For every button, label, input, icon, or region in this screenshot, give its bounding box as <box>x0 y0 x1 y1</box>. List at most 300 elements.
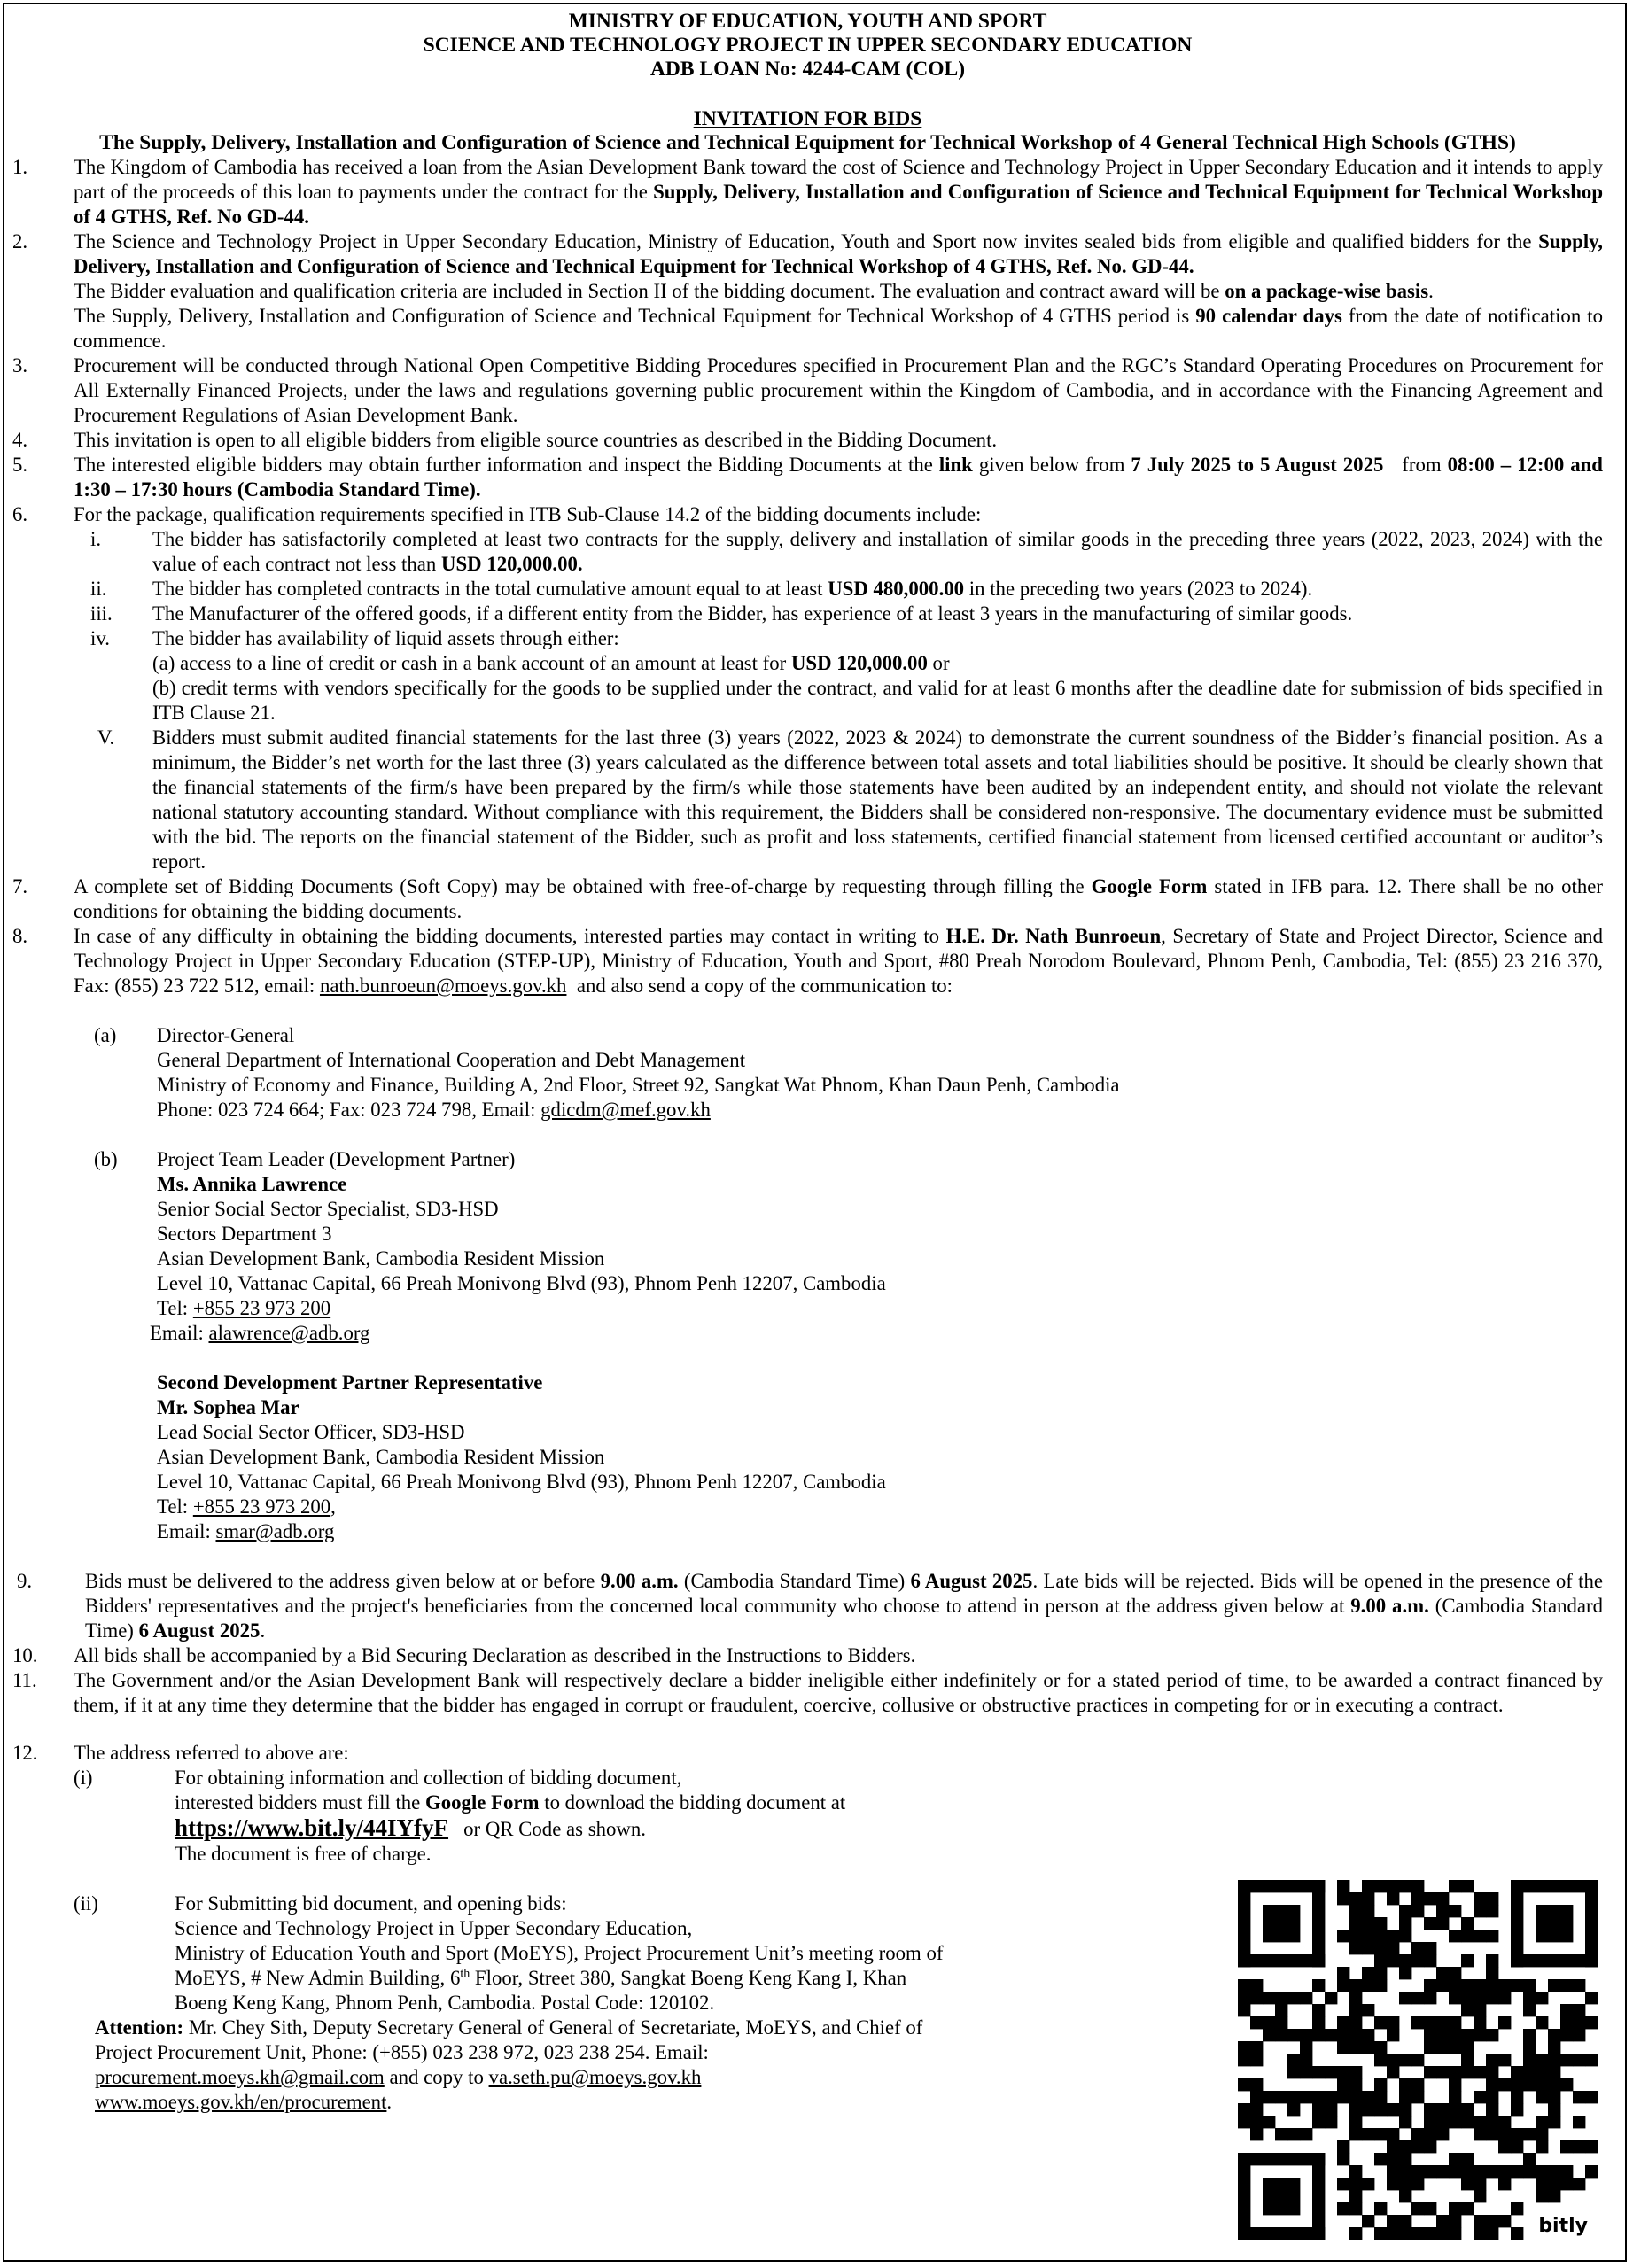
paragraph-text: This invitation is open to all eligible bidders from eligible source countries as described in the Bidding Document. <box>74 429 998 451</box>
qr-module <box>1387 2066 1399 2078</box>
qr-module <box>1436 2215 1449 2227</box>
qr-module <box>1436 1967 1449 1979</box>
paragraph-1 <box>12 155 1603 229</box>
qr-module <box>1449 2066 1461 2078</box>
qr-module <box>1548 2091 1560 2103</box>
contact-tel-line <box>157 1296 1603 1321</box>
attention-label: Attention: <box>95 2016 184 2039</box>
google-form-label: Google Form <box>1091 875 1208 897</box>
qr-module <box>1387 1930 1399 1942</box>
qr-module <box>1337 2178 1349 2190</box>
qr-module <box>1461 1930 1474 1942</box>
qr-module <box>1337 2153 1349 2165</box>
paragraph-text: , Secretary of State and Project Director, Science and Technology Project in Upper Secondary Education (STEP-UP), Ministry of Education, Youth and Sport, #80 Preah Norodom Boulevard, Phnom Penh, Cambodia, Tel: (855) 23 216 370, Fax: (855) 23 722 512, email: <box>74 925 1603 997</box>
contact-title: Second Development Partner Representative <box>157 1371 543 1394</box>
office-hours: 08:00 – 12:00 and 1:30 – 17:30 hours (Cambodia Standard Time). <box>74 454 1603 501</box>
qr-module <box>1560 2140 1573 2153</box>
qr-module <box>1362 1892 1374 1905</box>
qr-module <box>1536 2016 1548 2029</box>
qr-module <box>1486 1992 1498 2004</box>
requirement-ii <box>12 577 1603 602</box>
qr-module <box>1411 2140 1424 2153</box>
qr-module <box>1362 2004 1374 2016</box>
requirement-text: The bidder has completed contracts in the total cumulative amount equal to at least <box>152 578 828 600</box>
qr-module <box>1287 2091 1300 2103</box>
qr-module <box>1287 2128 1300 2140</box>
qr-module <box>1486 1930 1498 1942</box>
qr-module <box>1411 2202 1424 2215</box>
qr-module <box>1548 2054 1560 2066</box>
qr-module <box>1523 2054 1536 2066</box>
qr-module <box>1238 2227 1325 2240</box>
paragraph-text: from <box>1383 454 1448 476</box>
qr-module <box>1449 2165 1461 2178</box>
qr-module <box>1312 2016 1325 2029</box>
qr-module <box>1387 2029 1399 2041</box>
qr-module <box>1362 1930 1374 1942</box>
qr-module <box>1573 2029 1585 2041</box>
qr-module <box>1337 2066 1349 2078</box>
qr-module <box>1424 1979 1436 1992</box>
requirement-number: V. <box>97 726 115 749</box>
qr-module <box>1461 2202 1474 2215</box>
qr-module <box>1436 2116 1449 2128</box>
qr-module <box>1548 2029 1560 2041</box>
qr-module <box>1560 2165 1573 2178</box>
qr-module <box>1374 1967 1387 1979</box>
qr-module <box>1548 2041 1560 2054</box>
qr-module <box>1387 2153 1399 2165</box>
qr-module <box>1362 1905 1374 1917</box>
punctuation: , <box>330 1495 336 1518</box>
punctuation: . <box>260 1619 266 1642</box>
address-text <box>175 1790 845 1815</box>
qr-module <box>1498 2140 1511 2153</box>
qr-module <box>1436 2066 1449 2078</box>
qr-module <box>1263 2016 1275 2029</box>
paragraph-text: The Kingdom of Cambodia has received a loan from the Asian Development Bank toward the cost of Science and Technology Project in Upper Secondary Education and it intends to apply part of the proceeds of this loan to payments under the contract for the <box>74 156 1603 203</box>
email-link[interactable]: smar@adb.org <box>215 1520 335 1542</box>
link-line <box>175 1815 845 1842</box>
qr-module <box>1449 2103 1461 2116</box>
qr-module <box>1349 1992 1362 2004</box>
contact-name: H.E. Dr. Nath Bunroeun <box>945 925 1162 947</box>
qr-module <box>1325 2091 1337 2103</box>
address-text: or QR Code as shown. <box>448 1818 646 1840</box>
paragraph-number: 2. <box>12 230 28 252</box>
qr-module <box>1461 2165 1474 2178</box>
qr-module <box>1337 1930 1349 1942</box>
paragraph-number: 9. <box>17 1570 33 1592</box>
qr-module <box>1523 2041 1536 2054</box>
requirement-v <box>12 726 1603 874</box>
qr-module <box>1424 2041 1436 2054</box>
qr-module <box>1449 1967 1461 1979</box>
qr-module <box>1436 2029 1449 2041</box>
qr-module <box>1387 1954 1399 1967</box>
qr-module <box>1511 2128 1523 2140</box>
qr-module <box>1411 2078 1424 2091</box>
address-label: (ii) <box>74 1892 98 1915</box>
qr-module <box>1411 1992 1424 2004</box>
qr-module <box>1548 2116 1560 2128</box>
qr-module <box>1424 2103 1436 2116</box>
address-label: (i) <box>74 1767 93 1789</box>
qr-module <box>1498 2128 1511 2140</box>
paragraph-text: (Cambodia Standard Time) <box>678 1570 911 1592</box>
qr-module <box>1474 2215 1486 2227</box>
qr-module <box>1548 2178 1560 2190</box>
qr-module <box>1449 1930 1461 1942</box>
qr-module <box>1312 2116 1325 2128</box>
qr-module <box>1387 2227 1399 2240</box>
qr-module <box>1337 2041 1349 2054</box>
qr-module <box>1486 2091 1498 2103</box>
qr-module <box>1387 1880 1399 1892</box>
punctuation: . <box>1428 280 1434 302</box>
phone-link[interactable]: +855 23 973 200 <box>192 1495 331 1518</box>
qr-code-graphic <box>1238 1880 1598 2240</box>
qr-module <box>1436 2041 1449 2054</box>
qr-module <box>1511 1880 1523 1967</box>
paragraph-number: 8. <box>12 925 28 947</box>
paragraph-5 <box>12 453 1603 502</box>
qr-module <box>1436 1892 1449 1905</box>
qr-module <box>1325 2066 1337 2078</box>
qr-module <box>1436 2165 1449 2178</box>
paragraph-3 <box>12 353 1603 428</box>
qr-module <box>1349 2103 1362 2116</box>
qr-module <box>1399 2190 1411 2202</box>
qr-module <box>1424 2029 1436 2041</box>
contact-label: (a) <box>94 1024 117 1046</box>
qr-module <box>1300 1992 1312 2004</box>
bitly-logo: bitly <box>1536 2215 1590 2238</box>
amount: USD 120,000.00. <box>441 553 583 575</box>
qr-module <box>1449 1992 1461 2004</box>
qr-module <box>1349 2227 1362 2240</box>
qr-module <box>1560 2178 1573 2190</box>
qr-module <box>1523 2153 1536 2165</box>
qr-module <box>1536 1992 1548 2004</box>
link-word: link <box>938 454 973 476</box>
qr-module <box>1523 2078 1536 2091</box>
qr-module <box>1523 2029 1536 2041</box>
qr-module <box>1474 2029 1486 2041</box>
attention-text: Mr. Chey Sith, Deputy Secretary General of General of Secretariate, MoEYS, and Chief of <box>183 2016 923 2039</box>
paragraph-text: The Government and/or the Asian Development Bank will respectively declare a bidder ineligible either indefinitely or for a stated period of time, to be awarded a contract financed by them, if it at any time they determine that the bidder has engaged in corrupt or fraudulent, coercive, collusive or obstructive practices in competing for or in executing a contract. <box>74 1669 1603 1716</box>
qr-module <box>1585 1992 1598 2004</box>
qr-module <box>1411 1954 1424 1967</box>
qr-module <box>1511 1979 1523 1992</box>
qr-module <box>1461 1880 1474 1892</box>
qr-module <box>1374 2078 1387 2091</box>
qr-module <box>1374 1979 1387 1992</box>
qr-module <box>1449 2227 1461 2240</box>
email-link[interactable]: alawrence@adb.org <box>208 1322 370 1344</box>
qr-module <box>1362 2041 1374 2054</box>
qr-module <box>1585 2091 1598 2103</box>
requirement-text: in the preceding two years (2023 to 2024). <box>964 578 1313 600</box>
paragraph-8 <box>12 924 1603 998</box>
opening-date: 6 August 2025 <box>138 1619 261 1642</box>
qr-module <box>1536 2190 1548 2202</box>
qr-module <box>1349 2128 1362 2140</box>
qr-module <box>1399 2215 1411 2227</box>
qr-module <box>1263 2116 1275 2128</box>
qr-module <box>1511 2091 1523 2103</box>
contact-label: (b) <box>94 1148 118 1170</box>
qr-module <box>1275 2029 1287 2041</box>
qr-module <box>1374 1880 1387 1892</box>
address-text: For Submitting bid document, and opening bids: <box>175 1892 567 1915</box>
qr-module <box>1300 2054 1312 2066</box>
qr-module <box>1474 2066 1486 2078</box>
qr-module <box>1399 1930 1411 1942</box>
qr-module <box>1238 2103 1250 2116</box>
paragraph-text: given below from <box>972 454 1131 476</box>
qr-module <box>1300 2041 1312 2054</box>
qr-module <box>1374 2103 1387 2116</box>
qr-module <box>1486 1954 1498 1967</box>
qr-module <box>1424 1992 1436 2004</box>
qr-module <box>1548 2066 1560 2078</box>
qr-module <box>1325 2116 1337 2128</box>
qr-module <box>1337 2029 1349 2041</box>
qr-module <box>1312 2004 1325 2016</box>
qr-module <box>1560 2054 1573 2066</box>
qr-module <box>1486 1979 1498 1992</box>
requirement-number: i. <box>90 528 102 550</box>
qr-module <box>1349 1905 1362 1917</box>
qr-module <box>1536 2140 1548 2153</box>
qr-module <box>1312 2029 1325 2041</box>
email-label: Email: <box>157 1520 216 1542</box>
website-link[interactable]: www.moeys.gov.kh/en/procurement <box>95 2091 387 2113</box>
qr-module <box>1362 2128 1374 2140</box>
qr-module <box>1474 2128 1486 2140</box>
address-i <box>12 1766 1603 1867</box>
date-range: 7 July 2025 to 5 August 2025 <box>1131 454 1384 476</box>
qr-module <box>1498 2054 1511 2066</box>
qr-module <box>1349 2178 1362 2190</box>
email-link[interactable]: gdicdm@mef.gov.kh <box>540 1099 711 1121</box>
qr-module <box>1399 2103 1411 2116</box>
qr-module <box>1399 2165 1411 2178</box>
qr-module <box>1399 1967 1411 1979</box>
qr-module <box>1536 2128 1548 2140</box>
qr-module <box>1474 1905 1486 1917</box>
qr-module <box>1349 2004 1362 2016</box>
qr-module <box>1411 2016 1424 2029</box>
qr-module <box>1474 2178 1486 2190</box>
qr-module <box>1325 1992 1337 2004</box>
ifb-subtitle: The Supply, Delivery, Installation and Configuration of Science and Technical Equipment for Technical Workshop of 4 General Technical High Schools (GTHS) <box>99 131 1516 154</box>
qr-module <box>1474 1992 1486 2004</box>
qr-module <box>1349 1930 1362 1942</box>
qr-module <box>1275 2128 1287 2140</box>
qr-module <box>1486 2066 1498 2078</box>
qr-module <box>1498 2215 1511 2227</box>
qr-module <box>1349 1979 1362 1992</box>
qr-module <box>1449 2116 1461 2128</box>
qr-module <box>1349 2066 1362 2078</box>
qr-module <box>1312 1880 1325 1967</box>
qr-module <box>1411 2178 1424 2190</box>
qr-module <box>1449 2016 1461 2029</box>
qr-module <box>1238 2116 1250 2128</box>
document-header <box>12 10 1603 82</box>
qr-module <box>1263 2178 1300 2215</box>
email-link[interactable]: va.seth.pu@moeys.gov.kh <box>488 2066 702 2088</box>
contact-address: Level 10, Vattanac Capital, 66 Preah Monivong Blvd (93), Phnom Penh 12207, Cambodia <box>157 1272 886 1294</box>
email-link[interactable]: procurement.moeys.kh@gmail.com <box>95 2066 385 2088</box>
contact-department: Sectors Department 3 <box>157 1223 332 1245</box>
qr-module <box>1250 2078 1263 2091</box>
qr-module <box>1573 2116 1585 2128</box>
paragraph-number: 4. <box>12 429 28 451</box>
qr-module <box>1449 2078 1461 2091</box>
paragraph-text: The Supply, Delivery, Installation and Configuration of Science and Technical Equipment for Technical Workshop of 4 GTHS period is <box>74 305 1196 327</box>
requirement-text: or <box>927 652 950 674</box>
qr-module <box>1411 2227 1424 2240</box>
qr-module <box>1498 1979 1511 1992</box>
qr-module <box>1474 1930 1486 1942</box>
paragraph-text: . Late bids will be rejected. Bids will be opened in the presence of the Bidders' representatives and the project's beneficiaries from the concerned local community who choose to attend in person at the address given below at <box>85 1570 1603 1617</box>
qr-module <box>1461 2041 1474 2054</box>
qr-module <box>1238 1954 1325 1967</box>
qr-module <box>1374 2153 1387 2165</box>
qr-module <box>1511 1880 1598 1892</box>
address-text: to download the bidding document at <box>539 1791 846 1814</box>
qr-module <box>1585 2165 1598 2178</box>
address-body <box>175 1891 943 2016</box>
qr-module <box>1585 1880 1598 1967</box>
requirement-text: The bidder has availability of liquid assets through either: <box>152 627 619 649</box>
qr-module <box>1474 2016 1486 2029</box>
tel-label: Tel: <box>157 1297 193 1319</box>
qr-module <box>1275 2004 1287 2016</box>
qr-module <box>1250 1979 1263 1992</box>
address-text: interested bidders must fill the <box>175 1791 426 1814</box>
qr-module <box>1287 2054 1300 2066</box>
qr-module <box>1263 2029 1275 2041</box>
qr-module <box>1449 2215 1461 2227</box>
deadline-time: 9.00 a.m. <box>600 1570 679 1592</box>
paragraph-10 <box>12 1643 1603 1668</box>
requirement-i <box>12 527 1603 577</box>
qr-module <box>1449 1880 1461 1892</box>
qr-module <box>1387 2215 1399 2227</box>
paragraph-text: The Science and Technology Project in Upper Secondary Education, Ministry of Education, Youth and Sport now invites sealed bids from eligible and qualified bidders for the <box>74 230 1539 252</box>
qr-module <box>1300 2128 1312 2140</box>
requirement-text: (b) credit terms with vendors specifically for the goods to be supplied under the contract, and valid for at least 6 months after the deadline date for submission of bids specified in ITB Clause 21. <box>152 677 1603 724</box>
qr-module <box>1349 2016 1362 2029</box>
phone-link[interactable]: +855 23 973 200 <box>192 1297 331 1319</box>
project-name: SCIENCE AND TECHNOLOGY PROJECT IN UPPER SECONDARY EDUCATION <box>423 34 1193 57</box>
qr-module <box>1387 2140 1399 2153</box>
qr-module <box>1300 2066 1312 2078</box>
qr-module <box>1337 1892 1349 1905</box>
paragraph-text: All bids shall be accompanied by a Bid Securing Declaration as described in the Instructions to Bidders. <box>74 1644 916 1666</box>
qr-module <box>1449 1979 1461 1992</box>
qr-module <box>1387 2165 1399 2178</box>
qr-module <box>1436 2103 1449 2116</box>
qr-module <box>1486 2165 1498 2178</box>
qr-module <box>1486 1967 1498 1979</box>
qr-module <box>1238 2153 1325 2165</box>
qr-module <box>1374 1942 1387 1954</box>
address-text: Ministry of Education Youth and Sport (MoEYS), Project Procurement Unit’s meeting room of <box>175 1942 944 1964</box>
qr-module <box>1560 2078 1573 2091</box>
paragraph-text: The address referred to above are: <box>74 1742 349 1764</box>
qr-module <box>1461 2054 1474 2066</box>
qr-module <box>1424 2066 1436 2078</box>
qr-module <box>1250 2016 1263 2029</box>
qr-module <box>1411 2091 1424 2103</box>
qr-module <box>1461 1992 1474 2004</box>
qr-module <box>1474 2190 1486 2202</box>
qr-module <box>1275 2091 1287 2103</box>
qr-module <box>1523 1992 1536 2004</box>
qr-module <box>1374 2054 1387 2066</box>
qr-module <box>1238 1992 1250 2004</box>
qr-module <box>1461 2153 1474 2165</box>
qr-module <box>1374 1917 1387 1930</box>
address-text: The document is free of charge. <box>175 1843 432 1865</box>
qr-module <box>1399 1905 1411 1917</box>
qr-module <box>1585 2016 1598 2029</box>
qr-module <box>1548 2165 1560 2178</box>
paragraph-text: stated in IFB para. 12. There shall be no other conditions for obtaining the bidding documents. <box>74 875 1603 922</box>
qr-module <box>1498 2178 1511 2190</box>
qr-module <box>1411 1892 1424 1905</box>
qr-module <box>1486 1892 1498 1905</box>
qr-module <box>1238 1880 1325 1892</box>
qr-module <box>1387 1942 1399 1954</box>
qr-module <box>1573 2016 1585 2029</box>
qr-code-icon[interactable] <box>1238 1880 1598 2240</box>
qr-module <box>1474 2165 1486 2178</box>
requirement-iv <box>12 626 1603 726</box>
qr-module <box>1548 2103 1560 2116</box>
qr-module <box>1461 2116 1474 2128</box>
paragraph-number: 3. <box>12 354 28 377</box>
qr-module <box>1374 1930 1387 1942</box>
qr-module <box>1511 2066 1523 2078</box>
email-link[interactable]: nath.bunroeun@moeys.gov.kh <box>319 975 567 997</box>
paragraph-number: 1. <box>12 156 28 178</box>
qr-module <box>1399 1954 1411 1967</box>
qr-module <box>1461 2103 1474 2116</box>
paragraph-number: 5. <box>12 454 28 476</box>
paragraph-number: 7. <box>12 875 28 897</box>
qr-module <box>1250 2054 1263 2066</box>
qr-module <box>1424 2140 1436 2153</box>
qr-module <box>1399 2140 1411 2153</box>
qr-module <box>1399 1917 1411 1930</box>
attention-text: and copy to <box>384 2066 489 2088</box>
contact-organization: Asian Development Bank, Cambodia Resident Mission <box>157 1247 605 1270</box>
qr-module <box>1573 1979 1585 1992</box>
qr-module <box>1337 2140 1349 2153</box>
qr-module <box>1523 1979 1536 1992</box>
qr-module <box>1411 2165 1424 2178</box>
qr-module <box>1337 1880 1349 1892</box>
qr-module <box>1362 1917 1374 1930</box>
bitly-link[interactable]: https://www.bit.ly/44IYfyF <box>175 1814 449 1841</box>
qr-module <box>1337 1979 1349 1992</box>
